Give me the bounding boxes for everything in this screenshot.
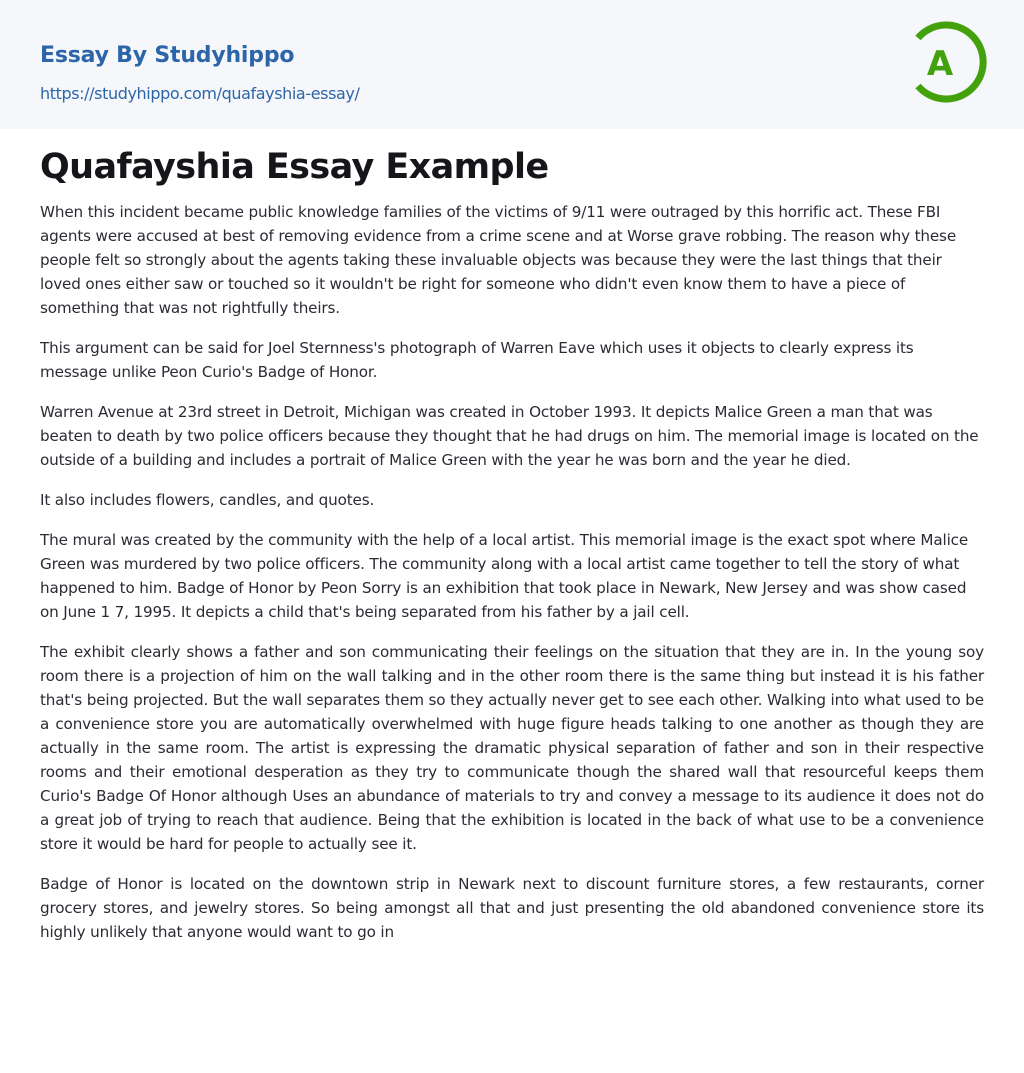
essay-url-link[interactable]: https://studyhippo.com/quafayshia-essay/ xyxy=(40,84,360,103)
essay-paragraph-1: When this incident became public knowledge families of the victims of 9/11 were outraged by this horrific act. These FBI agents were accused at best of removing evidence from a crime scene and at Worse grave robbing. The reason why these people felt so strongly about the agents taking these invaluable objects was because they were the last things that their loved ones either saw or touched so it wouldn't be right for someone who didn't even know them to have a piece of something that was not rightfully theirs. xyxy=(40,203,957,317)
essay-paragraph-6: The exhibit clearly shows a father and son communicating their feelings on the situation that they are in. In the young soy room there is a projection of him on the wall talking and in the other room there is the same thing but instead it is his father that's being projected. But the wall separates them so they actually never get to see each other. Walking into what used to be a convenience store you are automatically overwhelmed with huge figure heads talking to one another as though they are actually in the same room. The artist is expressing the dramatic physical separation of father and son in their respective rooms and their emotional desperation as they try to communicate though the shared wall that resourceful keeps them Curio's Badge Of Honor although Uses an abundance of materials to try and convey a message to its audience it does not do a great job of trying to reach that audience. Being that the exhibition is located in the back of what use to be a convenience store it would be hard for people to actually see it. xyxy=(40,643,984,853)
essay-paragraph-5: The mural was created by the community with the help of a local artist. This memorial image is the exact spot where Malice Green was murdered by two police officers. The community along with a local artist came together to tell the story of what happened to him. Badge of Honor by Peon Sorry is an exhibition that took place in Newark, New Jersey and was show cased on June 1 7, 1995. It depicts a child that's being separated from his father by a jail cell. xyxy=(40,531,969,621)
essay-paragraph-3: Warren Avenue at 23rd street in Detroit, Michigan was created in October 1993. It depicts Malice Green a man that was beaten to death by two police officers because they thought that he had drugs on him. The memorial image is located on the outside of a building and includes a portrait of Malice Green with the year he was born and the year he died. xyxy=(40,403,979,469)
studyhippo-logo-icon[interactable] xyxy=(904,18,988,106)
essay-paragraph-4: It also includes flowers, candles, and quotes. xyxy=(40,491,375,509)
svg-text:A: A xyxy=(926,44,954,84)
essay-paragraph-7: Badge of Honor is located on the downtown strip in Newark next to discount furniture stores, a few restaurants, corner grocery stores, and jewelry stores. So being amongst all that and just presenting the old abandoned convenience store its highly unlikely that anyone would want to go in xyxy=(40,875,984,941)
page-title: Quafayshia Essay Example xyxy=(40,147,549,187)
brand-title: Essay By Studyhippo xyxy=(40,43,295,68)
essay-body xyxy=(40,200,984,960)
essay-paragraph-2: This argument can be said for Joel Sternness's photograph of Warren Eave which uses it objects to clearly express its message unlike Peon Curio's Badge of Honor. xyxy=(40,339,914,381)
